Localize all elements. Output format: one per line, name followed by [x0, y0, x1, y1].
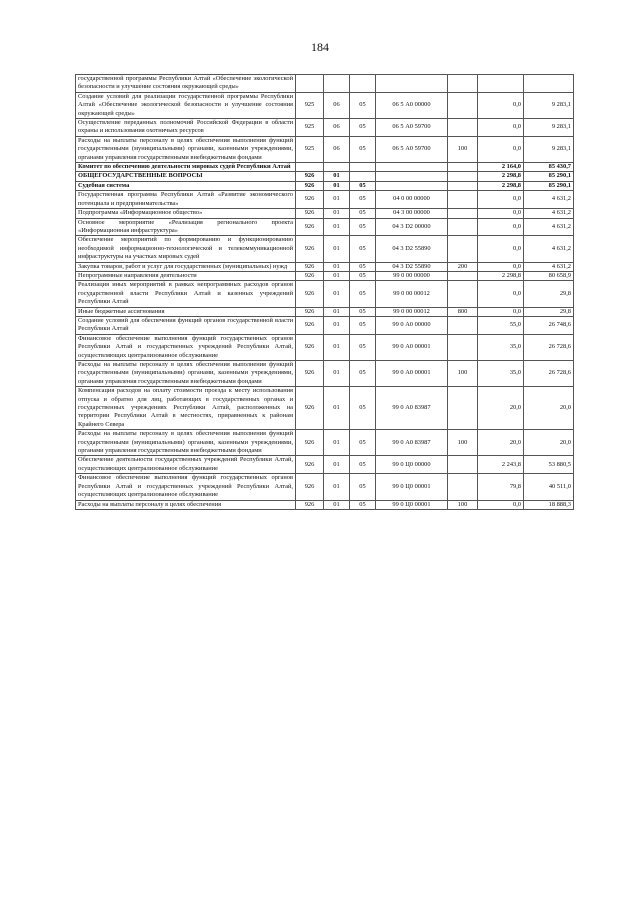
- row-amount-1: 0,0: [478, 307, 524, 316]
- row-name: Иные бюджетные ассигнования: [76, 307, 296, 316]
- row-expense-type: [448, 334, 478, 360]
- row-ved-code: 926: [296, 430, 324, 456]
- row-target-article: 99 0 Ц0 00000: [376, 456, 448, 474]
- row-amount-1: 0,0: [478, 236, 524, 262]
- row-amount-1: 0,0: [478, 119, 524, 137]
- row-target-article: 99 0 А0 00000: [376, 316, 448, 334]
- row-target-article: 06 5 А0 00000: [376, 92, 448, 118]
- table-row: [76, 307, 574, 316]
- table-row: [76, 430, 574, 456]
- row-ved-code: 926: [296, 209, 324, 218]
- row-subsection-code: 05: [350, 191, 376, 209]
- row-subsection-code: 05: [350, 181, 376, 190]
- row-name: Создание условий для реализации государственной программы Республики Алтай «Обеспечение экологической безопасности и улучшение состояния окружающей среды»: [76, 92, 296, 118]
- row-target-article: 99 0 00 00012: [376, 307, 448, 316]
- row-section-code: 01: [324, 172, 350, 181]
- row-target-article: 99 0 Ц0 00001: [376, 500, 448, 509]
- row-name: Государственная программа Республики Алтай «Развитие экономического потенциала и предпринимательства»: [76, 191, 296, 209]
- table-row: [76, 163, 574, 172]
- row-expense-type: [448, 316, 478, 334]
- row-expense-type: [448, 191, 478, 209]
- row-ved-code: 926: [296, 181, 324, 190]
- row-target-article: 06 5 А0 59700: [376, 136, 448, 162]
- row-amount-2: 85 290,1: [524, 181, 574, 190]
- table-row: [76, 236, 574, 262]
- row-amount-1: 2 298,8: [478, 172, 524, 181]
- row-subsection-code: 05: [350, 136, 376, 162]
- row-section-code: 01: [324, 209, 350, 218]
- row-ved-code: 925: [296, 119, 324, 137]
- row-section-code: 01: [324, 316, 350, 334]
- row-amount-1: 20,0: [478, 387, 524, 430]
- row-expense-type: 100: [448, 136, 478, 162]
- row-name: государственной программы Республики Алтай «Обеспечение экологической безопасности и улучшение состояния окружающей среды»: [76, 75, 296, 93]
- row-ved-code: 926: [296, 262, 324, 271]
- table-row: [76, 119, 574, 137]
- row-expense-type: [448, 218, 478, 236]
- row-name: Непрограммные направления деятельности: [76, 271, 296, 280]
- row-expense-type: [448, 387, 478, 430]
- row-target-article: 04 3 D2 55890: [376, 236, 448, 262]
- table-row: [76, 218, 574, 236]
- row-target-article: 04 3 D2 55890: [376, 262, 448, 271]
- row-expense-type: 100: [448, 361, 478, 387]
- row-target-article: 99 0 А0 00001: [376, 334, 448, 360]
- row-subsection-code: 05: [350, 209, 376, 218]
- row-amount-1: 2 298,8: [478, 181, 524, 190]
- row-ved-code: 926: [296, 334, 324, 360]
- table-row: [76, 474, 574, 500]
- row-subsection-code: 05: [350, 361, 376, 387]
- row-target-article: 99 0 А0 00001: [376, 361, 448, 387]
- row-amount-1: 55,0: [478, 316, 524, 334]
- row-subsection-code: 05: [350, 334, 376, 360]
- row-expense-type: 100: [448, 500, 478, 509]
- row-ved-code: 926: [296, 307, 324, 316]
- row-amount-2: 18 888,3: [524, 500, 574, 509]
- row-amount-2: 4 631,2: [524, 191, 574, 209]
- row-section-code: 01: [324, 387, 350, 430]
- row-target-article: [376, 75, 448, 93]
- row-amount-1: 35,0: [478, 361, 524, 387]
- row-target-article: 99 0 А0 83987: [376, 387, 448, 430]
- table-row: [76, 262, 574, 271]
- row-ved-code: 926: [296, 271, 324, 280]
- row-name: Расходы на выплаты персоналу в целях обеспечения выполнения функций государственными (муниципальными) органами, казенными учреждениями, органами управления государственными внебюджетными фондами: [76, 136, 296, 162]
- table-row: [76, 500, 574, 509]
- row-ved-code: 926: [296, 172, 324, 181]
- table-row: [76, 271, 574, 280]
- row-amount-2: 20,0: [524, 430, 574, 456]
- row-section-code: 01: [324, 361, 350, 387]
- row-amount-1: 0,0: [478, 281, 524, 307]
- row-subsection-code: 05: [350, 500, 376, 509]
- row-name: Финансовое обеспечение выполнения функций государственных органов Республики Алтай и государственных учреждений Республики Алтай, осуществляющих централизованное обслуживание: [76, 474, 296, 500]
- row-name: Расходы на выплаты персоналу в целях обеспечения выполнения функций государственными (муниципальными) органами, казенными учреждениями, органами управления государственными внебюджетными фондами: [76, 430, 296, 456]
- row-amount-1: 20,0: [478, 430, 524, 456]
- row-subsection-code: 05: [350, 281, 376, 307]
- row-section-code: 06: [324, 119, 350, 137]
- row-subsection-code: 05: [350, 316, 376, 334]
- row-section-code: 01: [324, 218, 350, 236]
- row-name: Осуществление переданных полномочий Российской Федерации в области охраны и использования охотничьих ресурсов: [76, 119, 296, 137]
- row-expense-type: [448, 181, 478, 190]
- row-subsection-code: 05: [350, 387, 376, 430]
- row-amount-1: [478, 75, 524, 93]
- table-row: [76, 191, 574, 209]
- budget-table: [75, 74, 574, 510]
- row-amount-2: 4 631,2: [524, 218, 574, 236]
- row-section-code: 01: [324, 271, 350, 280]
- row-section-code: 01: [324, 334, 350, 360]
- row-amount-1: 0,0: [478, 209, 524, 218]
- table-row: [76, 456, 574, 474]
- row-ved-code: 926: [296, 316, 324, 334]
- row-subsection-code: 05: [350, 271, 376, 280]
- row-target-article: [376, 163, 448, 172]
- row-section-code: 01: [324, 262, 350, 271]
- row-name: Судебная система: [76, 181, 296, 190]
- row-section-code: 01: [324, 500, 350, 509]
- row-amount-2: 26 728,6: [524, 334, 574, 360]
- row-amount-1: 0,0: [478, 92, 524, 118]
- table-row: [76, 316, 574, 334]
- row-amount-2: 29,8: [524, 307, 574, 316]
- row-expense-type: 800: [448, 307, 478, 316]
- row-subsection-code: [350, 172, 376, 181]
- row-section-code: 01: [324, 307, 350, 316]
- row-name: Закупка товаров, работ и услуг для государственных (муниципальных) нужд: [76, 262, 296, 271]
- row-target-article: [376, 181, 448, 190]
- row-expense-type: 100: [448, 430, 478, 456]
- row-section-code: 01: [324, 181, 350, 190]
- row-amount-2: 4 631,2: [524, 236, 574, 262]
- row-ved-code: [296, 163, 324, 172]
- row-ved-code: 926: [296, 218, 324, 236]
- table-row: [76, 387, 574, 430]
- row-expense-type: [448, 271, 478, 280]
- row-subsection-code: 05: [350, 236, 376, 262]
- row-name: Комитет по обеспечению деятельности мировых судей Республики Алтай: [76, 163, 296, 172]
- row-section-code: 01: [324, 474, 350, 500]
- row-section-code: 06: [324, 92, 350, 118]
- row-expense-type: [448, 172, 478, 181]
- row-name: Создание условий для обеспечения функций органов государственной власти Республики Алтай: [76, 316, 296, 334]
- row-amount-2: 9 283,1: [524, 92, 574, 118]
- row-amount-2: 20,0: [524, 387, 574, 430]
- row-ved-code: 925: [296, 92, 324, 118]
- table-row: [76, 92, 574, 118]
- row-ved-code: 926: [296, 191, 324, 209]
- row-expense-type: [448, 474, 478, 500]
- row-amount-1: 79,8: [478, 474, 524, 500]
- row-subsection-code: 05: [350, 474, 376, 500]
- row-amount-1: 2 298,8: [478, 271, 524, 280]
- row-name: Расходы на выплаты персоналу в целях обеспечения: [76, 500, 296, 509]
- row-amount-1: 0,0: [478, 262, 524, 271]
- row-expense-type: [448, 209, 478, 218]
- table-row: [76, 281, 574, 307]
- row-ved-code: 926: [296, 474, 324, 500]
- row-section-code: 01: [324, 456, 350, 474]
- row-target-article: 04 3 D2 00000: [376, 218, 448, 236]
- row-amount-1: 0,0: [478, 500, 524, 509]
- row-name: Расходы на выплаты персоналу в целях обеспечения выполнения функций государственными (муниципальными) органами, казенными учреждениями, органами управления государственными внебюджетными фондами: [76, 361, 296, 387]
- row-target-article: 04 3 00 00000: [376, 209, 448, 218]
- row-name: ОБЩЕГОСУДАРСТВЕННЫЕ ВОПРОСЫ: [76, 172, 296, 181]
- row-section-code: 01: [324, 236, 350, 262]
- row-amount-2: 9 283,1: [524, 119, 574, 137]
- row-ved-code: 926: [296, 236, 324, 262]
- row-amount-2: 9 283,1: [524, 136, 574, 162]
- row-section-code: 06: [324, 136, 350, 162]
- row-expense-type: 200: [448, 262, 478, 271]
- row-section-code: 01: [324, 191, 350, 209]
- row-section-code: [324, 163, 350, 172]
- row-amount-1: 0,0: [478, 136, 524, 162]
- row-name: Обеспечение деятельности государственных учреждений Республики Алтай, осуществляющих централизованное обслуживание: [76, 456, 296, 474]
- row-target-article: [376, 172, 448, 181]
- row-amount-2: 26 728,6: [524, 361, 574, 387]
- row-name: Финансовое обеспечение выполнения функций государственных органов Республики Алтай и государственных учреждений Республики Алтай, осуществляющих централизованное обслуживание: [76, 334, 296, 360]
- row-name: Реализация иных мероприятий в рамках непрограммных расходов органов государственной власти Республики Алтай и казенных учреждений Республики Алтай: [76, 281, 296, 307]
- row-subsection-code: [350, 163, 376, 172]
- row-expense-type: [448, 236, 478, 262]
- row-expense-type: [448, 119, 478, 137]
- table-row: [76, 209, 574, 218]
- row-target-article: 99 0 00 00000: [376, 271, 448, 280]
- row-amount-1: 35,0: [478, 334, 524, 360]
- row-section-code: 01: [324, 430, 350, 456]
- row-ved-code: 926: [296, 361, 324, 387]
- row-amount-1: 2 243,8: [478, 456, 524, 474]
- row-ved-code: 926: [296, 387, 324, 430]
- row-subsection-code: 05: [350, 456, 376, 474]
- table-row: [76, 75, 574, 93]
- row-expense-type: [448, 163, 478, 172]
- row-amount-2: 53 880,5: [524, 456, 574, 474]
- row-name: Обеспечение мероприятий по формированию и функционированию необходимой информационно-технологической и телекоммуникационной инфраструктуры на участках мировых судей: [76, 236, 296, 262]
- row-target-article: 99 0 Ц0 00001: [376, 474, 448, 500]
- row-name: Компенсация расходов на оплату стоимости проезда к месту использования отпуска и обратно для лиц, работающих в государственных органах и государственных учреждениях Республики Алтай, расположенных на территории Республики Алтай в местностях, приравненных к районам Крайнего Севера: [76, 387, 296, 430]
- row-amount-2: 85 290,1: [524, 172, 574, 181]
- table-row: [76, 172, 574, 181]
- row-amount-1: 2 164,0: [478, 163, 524, 172]
- row-target-article: 06 5 А0 59700: [376, 119, 448, 137]
- row-name: Подпрограмма «Информационное общество»: [76, 209, 296, 218]
- row-amount-2: 26 748,6: [524, 316, 574, 334]
- row-ved-code: 926: [296, 281, 324, 307]
- row-subsection-code: 05: [350, 307, 376, 316]
- row-ved-code: 926: [296, 456, 324, 474]
- row-target-article: 99 0 А0 83987: [376, 430, 448, 456]
- row-amount-2: 4 631,2: [524, 209, 574, 218]
- row-subsection-code: 05: [350, 430, 376, 456]
- row-section-code: [324, 75, 350, 93]
- row-expense-type: [448, 75, 478, 93]
- table-row: [76, 361, 574, 387]
- row-subsection-code: 05: [350, 92, 376, 118]
- row-expense-type: [448, 92, 478, 118]
- row-amount-1: 0,0: [478, 191, 524, 209]
- row-subsection-code: 05: [350, 262, 376, 271]
- table-row: [76, 181, 574, 190]
- table-row: [76, 136, 574, 162]
- row-amount-2: 85 430,7: [524, 163, 574, 172]
- row-ved-code: 926: [296, 500, 324, 509]
- table-row: [76, 334, 574, 360]
- page-number: 184: [311, 40, 329, 54]
- row-name: Основное мероприятие «Реализация регионального проекта «Информационная инфраструктура»: [76, 218, 296, 236]
- row-amount-2: [524, 75, 574, 93]
- row-amount-2: 29,8: [524, 281, 574, 307]
- row-amount-2: 40 511,0: [524, 474, 574, 500]
- row-section-code: 01: [324, 281, 350, 307]
- row-amount-2: 4 631,2: [524, 262, 574, 271]
- row-subsection-code: 05: [350, 218, 376, 236]
- row-subsection-code: [350, 75, 376, 93]
- row-expense-type: [448, 456, 478, 474]
- row-ved-code: 925: [296, 136, 324, 162]
- row-target-article: 04 0 00 00000: [376, 191, 448, 209]
- row-expense-type: [448, 281, 478, 307]
- row-amount-2: 80 658,9: [524, 271, 574, 280]
- row-target-article: 99 0 00 00012: [376, 281, 448, 307]
- row-ved-code: [296, 75, 324, 93]
- row-amount-1: 0,0: [478, 218, 524, 236]
- row-subsection-code: 05: [350, 119, 376, 137]
